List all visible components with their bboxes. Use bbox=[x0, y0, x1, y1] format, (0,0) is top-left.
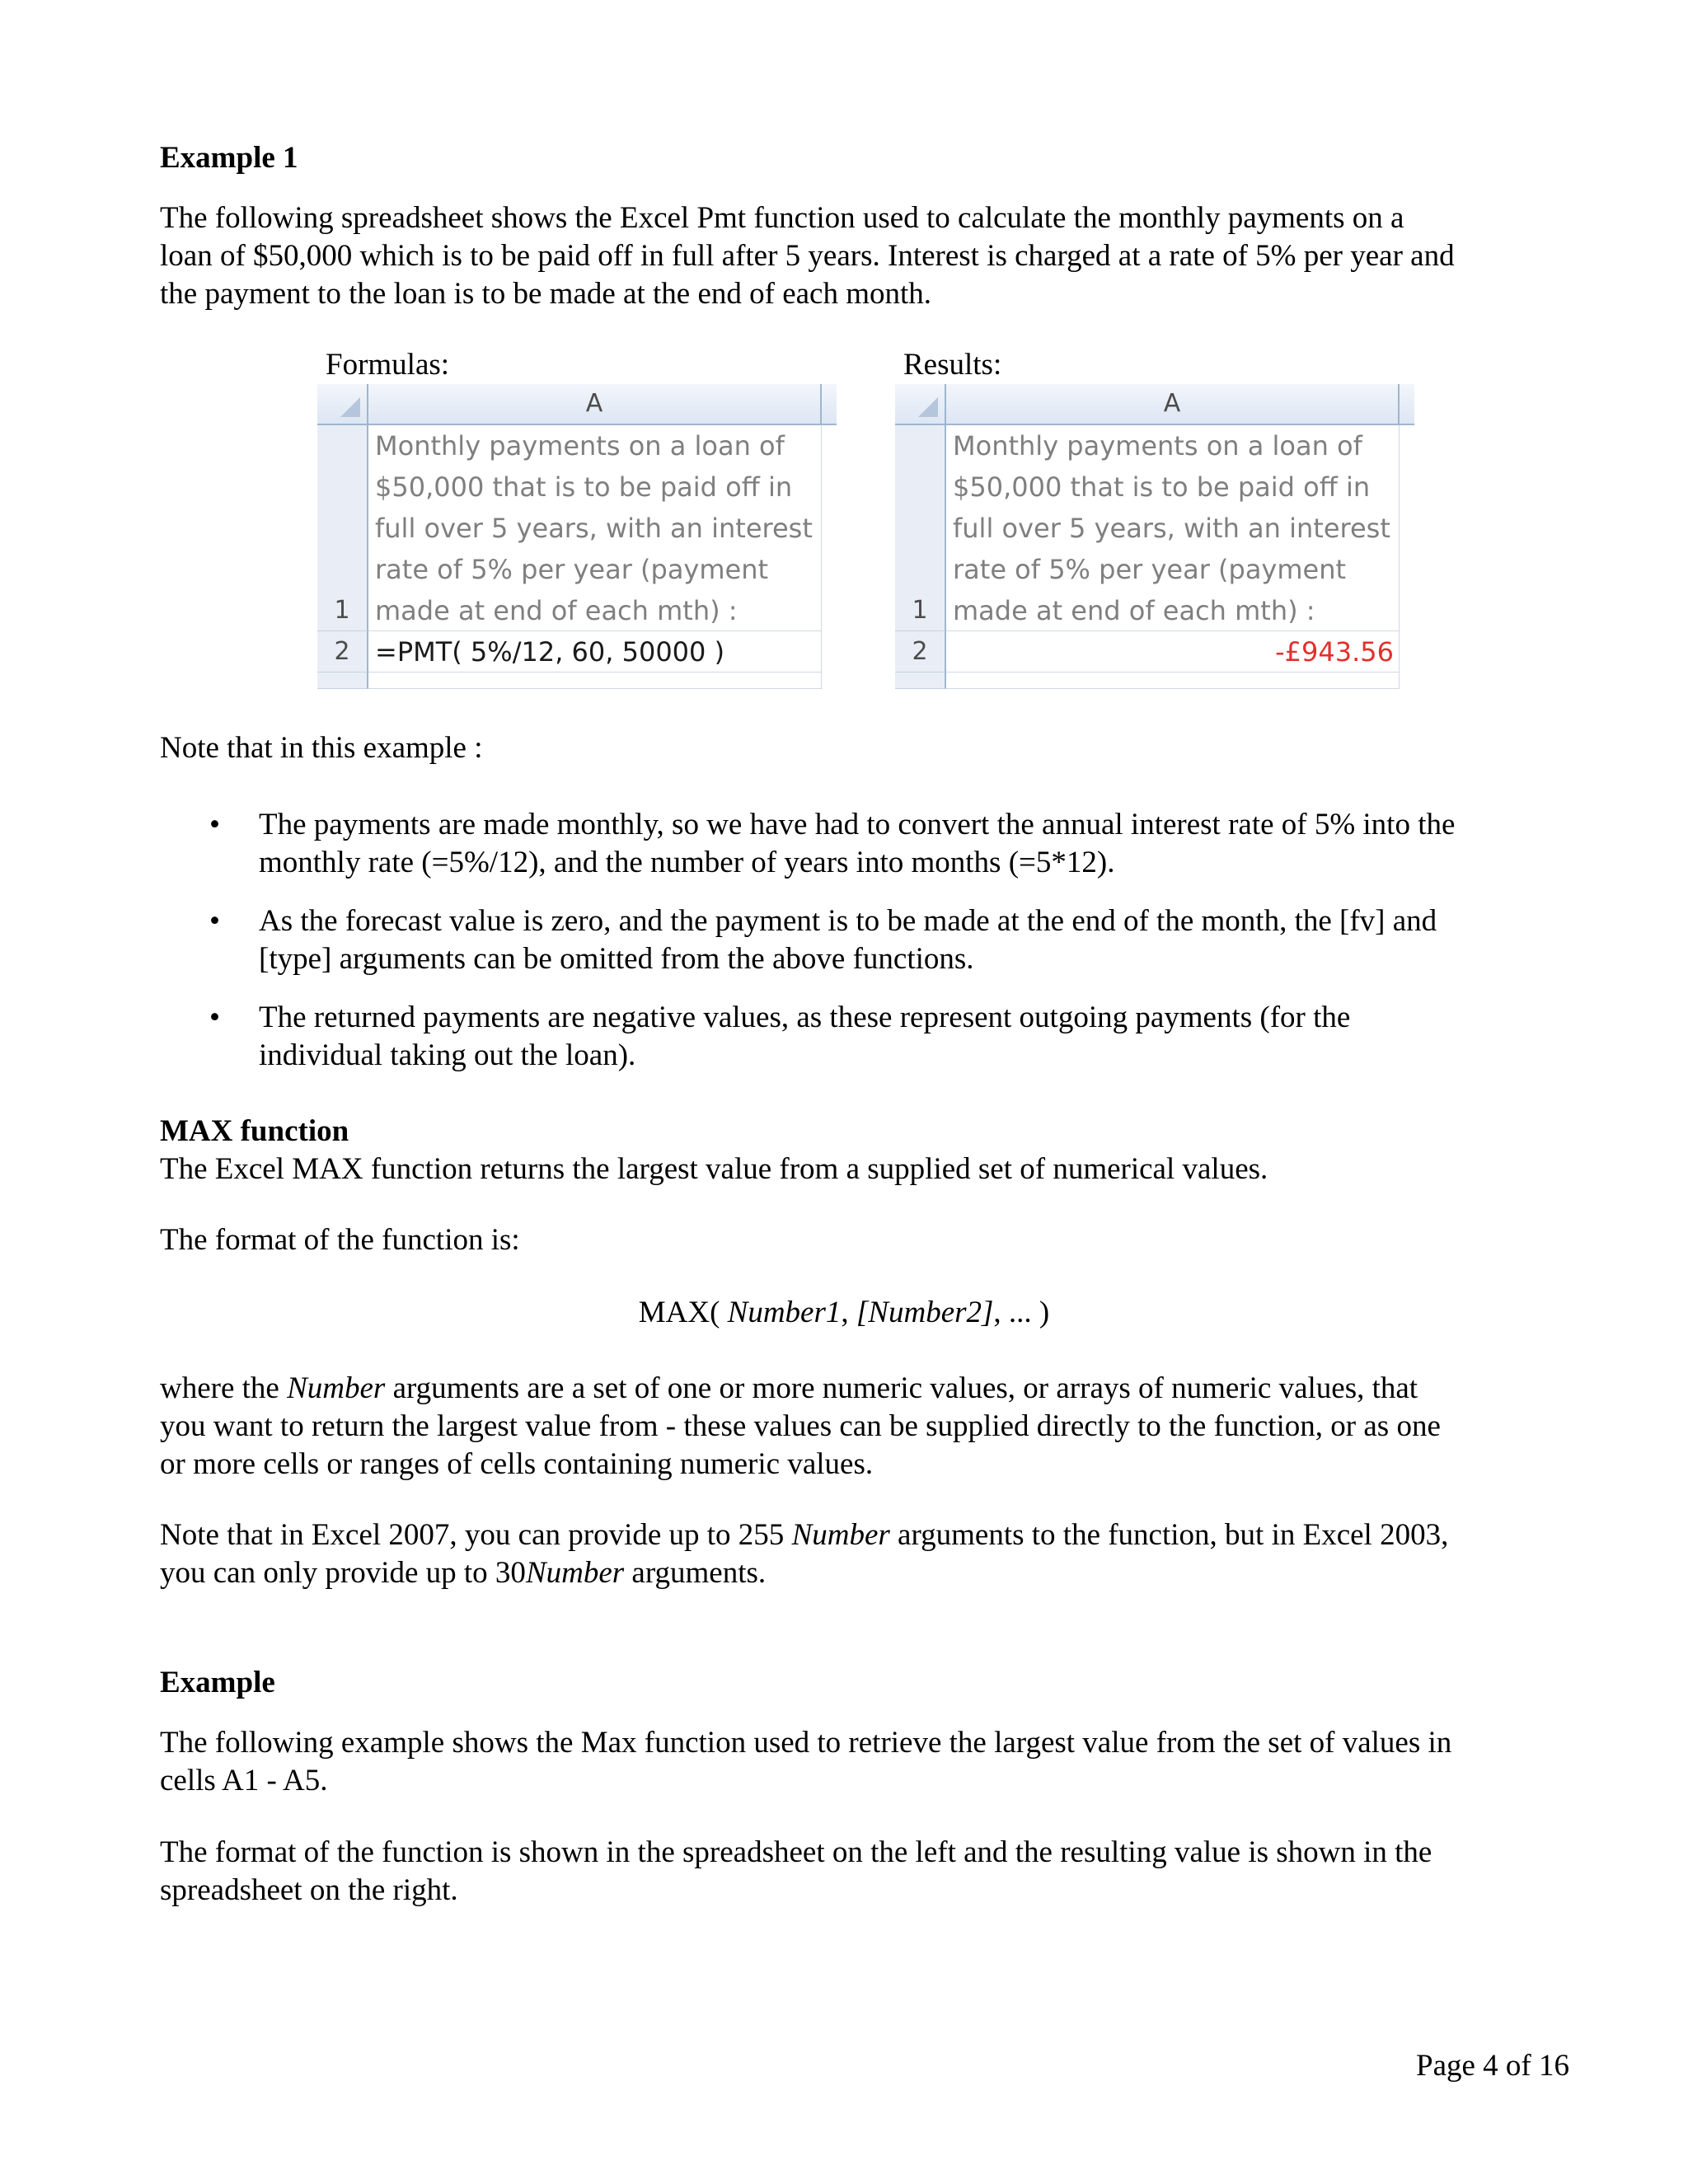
column-header-a: A bbox=[946, 384, 1400, 425]
cell-a1-line: full over 5 years, with an interest bbox=[953, 513, 1390, 544]
syntax-suffix: , ... ) bbox=[993, 1296, 1050, 1329]
note-line2-post: arguments. bbox=[624, 1556, 767, 1590]
note-line2-pre: you can only provide up to 30 bbox=[160, 1556, 526, 1590]
where-line-2: you want to return the largest value from - these values can be supplied directly to the function, or as one bbox=[160, 1409, 1441, 1443]
cell-a1-line: Monthly payments on a loan of bbox=[953, 430, 1362, 462]
cell-a1-line: rate of 5% per year (payment bbox=[953, 554, 1347, 585]
cell-a1 bbox=[368, 425, 822, 631]
cell-a1-line: rate of 5% per year (payment bbox=[375, 554, 769, 585]
syntax-prefix: MAX( bbox=[638, 1296, 728, 1329]
format-intro: The format of the function is: bbox=[160, 1223, 520, 1257]
cell-a1-line: Monthly payments on a loan of bbox=[375, 430, 785, 462]
note-mid: arguments to the function, but in Excel 2003, bbox=[889, 1518, 1449, 1552]
cell-a1-line: made at end of each mth) : bbox=[953, 595, 1315, 626]
note-italic1: Number bbox=[791, 1518, 890, 1552]
bullet-2-line-2: [type] arguments can be omitted from the above functions. bbox=[259, 942, 974, 976]
cell-a3 bbox=[946, 673, 1400, 689]
row-header-3 bbox=[895, 673, 946, 689]
bullet-marker: • bbox=[209, 808, 220, 841]
max-syntax bbox=[0, 1294, 1688, 1332]
column-header-b bbox=[1400, 384, 1414, 425]
formulas-spreadsheet bbox=[317, 384, 837, 689]
select-all-corner bbox=[895, 384, 946, 425]
note-italic2: Number bbox=[525, 1556, 625, 1590]
note-pre: Note that in Excel 2007, you can provide up to 255 bbox=[160, 1518, 792, 1552]
cell-a3 bbox=[368, 673, 822, 689]
where-italic: Number bbox=[287, 1371, 386, 1405]
cell-a1-line: $50,000 that is to be paid off in bbox=[375, 471, 793, 503]
cell-a2-result: -£943.56 bbox=[946, 631, 1400, 673]
cell-a1 bbox=[946, 425, 1400, 631]
example1-note: Note that in this example : bbox=[160, 731, 483, 765]
select-all-corner bbox=[317, 384, 368, 425]
where-pre: where the bbox=[160, 1371, 288, 1405]
row-header-2: 2 bbox=[317, 631, 368, 673]
row-header-2: 2 bbox=[895, 631, 946, 673]
example1-heading: Example 1 bbox=[160, 141, 298, 175]
cell-a1-line: full over 5 years, with an interest bbox=[375, 513, 813, 544]
cell-a1-line: $50,000 that is to be paid off in bbox=[953, 471, 1371, 503]
where-line-1 bbox=[160, 1370, 1578, 1408]
where-post: arguments are a set of one or more numeric values, or arrays of numeric values, that bbox=[385, 1371, 1418, 1405]
cell-a2-formula: =PMT( 5%/12, 60, 50000 ) bbox=[368, 631, 822, 673]
formulas-caption: Formulas: bbox=[326, 348, 450, 382]
syntax-arg2: [Number2] bbox=[856, 1296, 994, 1329]
bullet-3-line-2: individual taking out the loan). bbox=[259, 1038, 636, 1072]
bullet-1-line-1: The payments are made monthly, so we have had to convert the annual interest rate of 5% into the bbox=[259, 808, 1456, 841]
column-header-b bbox=[822, 384, 837, 425]
bullet-2-line-1: As the forecast value is zero, and the payment is to be made at the end of the month, the [fv] and bbox=[259, 904, 1437, 938]
max-note-line-1 bbox=[160, 1516, 1578, 1554]
syntax-sep: , bbox=[841, 1296, 856, 1329]
example1-intro-line-2: loan of $50,000 which is to be paid off in full after 5 years. Interest is charged at a rate of 5% per year and bbox=[160, 239, 1455, 273]
results-caption: Results: bbox=[903, 348, 1002, 382]
row-header-1: 1 bbox=[895, 425, 946, 631]
row-header-1: 1 bbox=[317, 425, 368, 631]
results-spreadsheet bbox=[895, 384, 1414, 689]
example2-line-3: The format of the function is shown in the spreadsheet on the left and the resulting value is shown in the bbox=[160, 1835, 1432, 1869]
bullet-3-line-1: The returned payments are negative values, as these represent outgoing payments (for the bbox=[259, 1001, 1351, 1034]
example2-line-2: cells A1 - A5. bbox=[160, 1764, 328, 1797]
example2-line-1: The following example shows the Max function used to retrieve the largest value from the set of values in bbox=[160, 1726, 1452, 1760]
row-header-3 bbox=[317, 673, 368, 689]
example1-intro-line-3: the payment to the loan is to be made at the end of each month. bbox=[160, 277, 932, 311]
column-header-a: A bbox=[368, 384, 822, 425]
page-number: Page 4 of 16 bbox=[1416, 2049, 1569, 2083]
where-line-3: or more cells or ranges of cells containing numeric values. bbox=[160, 1447, 874, 1481]
syntax-arg1: Number1 bbox=[727, 1296, 842, 1329]
max-heading: MAX function bbox=[160, 1114, 349, 1148]
max-description: The Excel MAX function returns the largest value from a supplied set of numerical values. bbox=[160, 1152, 1268, 1186]
bullet-1-line-2: monthly rate (=5%/12), and the number of years into months (=5*12). bbox=[259, 846, 1115, 879]
bullet-marker: • bbox=[209, 1001, 220, 1034]
cell-a1-line: made at end of each mth) : bbox=[375, 595, 738, 626]
example2-heading: Example bbox=[160, 1666, 275, 1699]
bullet-marker: • bbox=[209, 904, 220, 938]
example1-intro-line-1: The following spreadsheet shows the Excel Pmt function used to calculate the monthly payments on a bbox=[160, 201, 1404, 235]
max-note-line-2 bbox=[160, 1554, 1578, 1592]
example2-line-4: spreadsheet on the right. bbox=[160, 1873, 458, 1907]
